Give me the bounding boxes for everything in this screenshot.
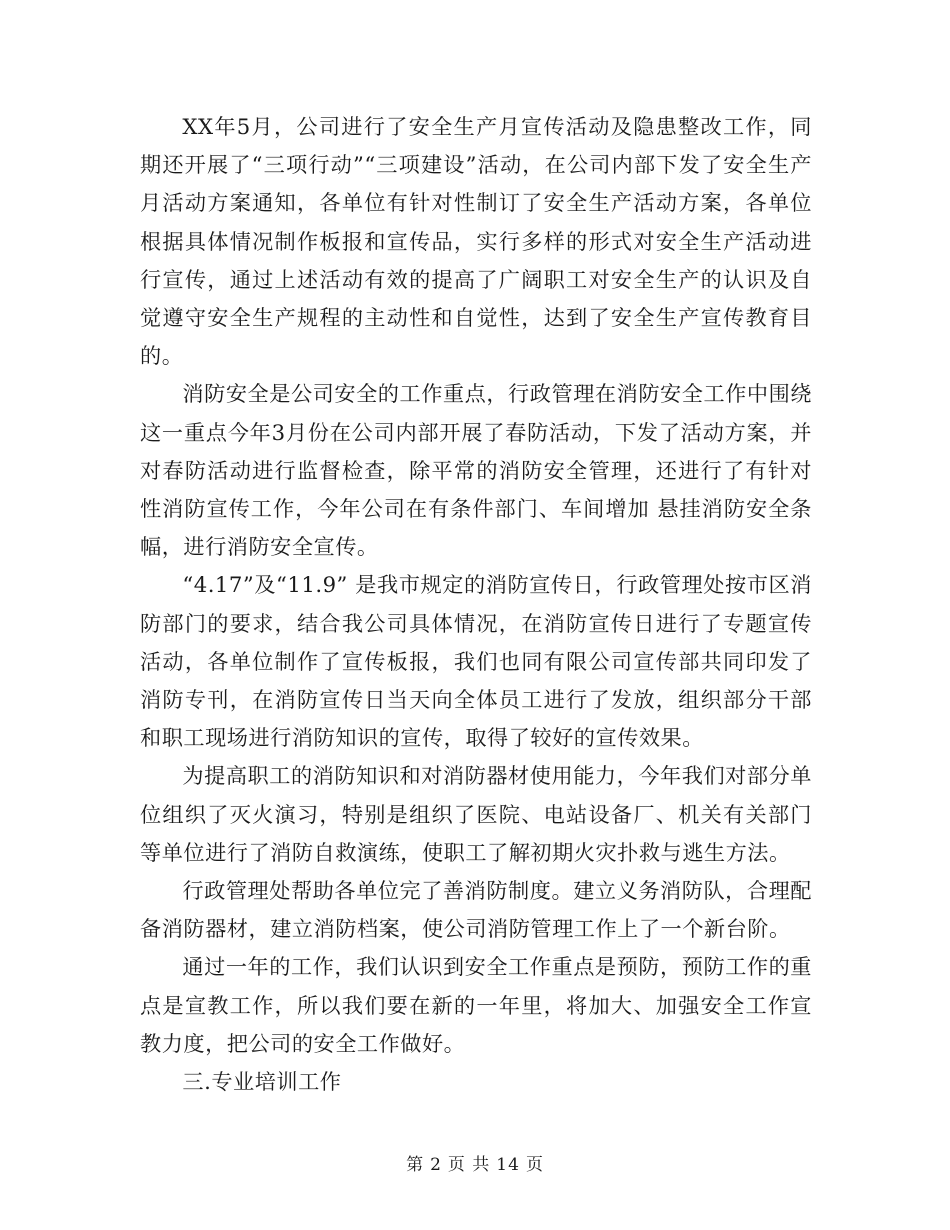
paragraph-safety-month: XX年5月，公司进行了安全生产月宣传活动及隐患整改工作，同期还开展了“三项行动”“三项建设”活动，在公司内部下发了安全生产月活动方案通知，各单位有针对性制订了安全生产活动方案，各单位根据具体情况制作板报和宣传品，实行多样的形式对安全生产活动进行宣传，通过上述活动有效的提高了广阔职工对安全生产的认识及自觉遵守安全生产规程的主动性和自觉性，达到了安全生产宣传教育目的。 [140,114,812,369]
footer-middle: 页 共 [447,1155,491,1175]
footer-page-number: 2 [430,1155,442,1175]
paragraph-fire-publicity-day: “4.17”及“11.9” 是我市规定的消防宣传日，行政管理处按市区消防部门的要求，结合我公司具体情况，在消防宣传日进行了专题宣传活动，各单位制作了宣传板报，我们也同有限公司宣传部共同印发了消防专刊，在消防宣传日当天向全体员工进行了发放，组织部分干部和职工现场进行消防知识的宣传，取得了较好的宣传效果。 [140,572,812,751]
footer-total-pages: 14 [496,1155,520,1175]
footer-prefix: 第 [406,1155,425,1175]
page-footer [0,1150,950,1175]
footer-suffix: 页 [525,1155,544,1175]
paragraph-fire-system: 行政管理处帮助各单位完了善消防制度。建立义务消防队，合理配备消防器材，建立消防档案，使公司消防管理工作上了一个新台阶。 [140,878,812,942]
section-heading-training: 三.专业培训工作 [182,1069,342,1095]
paragraph-fire-drill: 为提高职工的消防知识和对消防器材使用能力，今年我们对部分单位组织了灭火演习，特别是组织了医院、电站设备厂、机关有关部门等单位进行了消防自救演练，使职工了解初期火灾扑救与逃生方法。 [140,763,812,865]
document-body [140,108,812,1101]
paragraph-fire-safety-focus: 消防安全是公司安全的工作重点，行政管理在消防安全工作中围绕这一重点今年3月份在公司内部开展了春防活动，下发了活动方案，并对春防活动进行监督检查，除平常的消防安全管理，还进行了有针对性消防宣传工作，今年公司在有条件部门、车间增加 悬挂消防安全条幅，进行消防安全宣传。 [140,381,812,560]
paragraph-summary: 通过一年的工作，我们认识到安全工作重点是预防，预防工作的重点是宣教工作，所以我们要在新的一年里，将加大、加强安全工作宣教力度，把公司的安全工作做好。 [140,954,812,1056]
